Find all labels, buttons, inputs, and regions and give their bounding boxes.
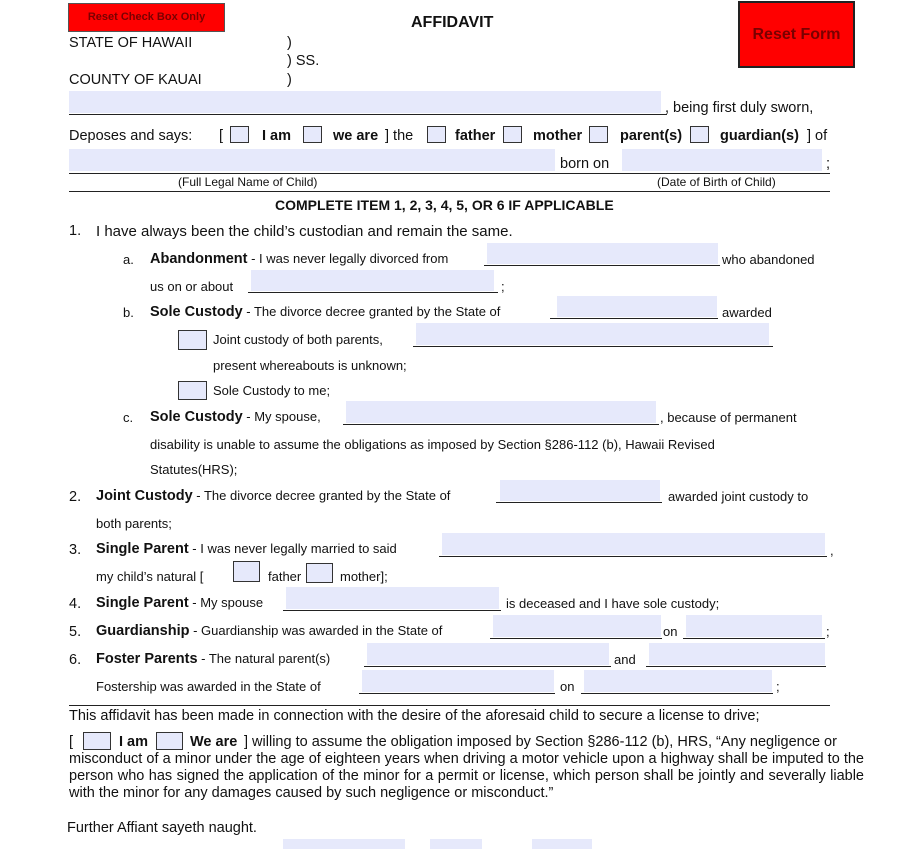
item1a-spouse-field[interactable] [487,243,718,264]
item1a-spouse-line [484,265,720,266]
item3-comma: , [830,543,834,558]
item1c-letter: c. [123,410,134,425]
item6-parent2-field[interactable] [649,643,825,665]
item1b-heading [150,304,500,320]
guardians-label: guardian(s) [720,128,799,144]
item1c-spouse-line [343,424,659,425]
item6-text: - The natural parent(s) [197,651,331,666]
footer-i-am-checkbox[interactable] [83,732,111,750]
item6-state-line [359,693,555,694]
item1c-line3: Statutes(HRS); [150,462,238,477]
state-label: STATE OF HAWAII [69,35,193,51]
affiant-name-field[interactable] [69,91,661,113]
item6-heading [96,651,330,667]
further-affiant: Further Affiant sayeth naught. [67,820,257,836]
item1a-tail: who abandoned [722,252,815,267]
item3-mother-checkbox[interactable] [306,563,333,583]
item5-semi: ; [826,624,830,639]
item6-on: on [560,679,575,694]
reset-form-button[interactable]: Reset Form [738,1,855,68]
item1b-joint-label: Joint custody of both parents, [213,332,383,347]
guardians-checkbox[interactable] [690,126,709,143]
footer-we-are-label: We are [190,734,238,750]
item6-date-line [581,693,773,694]
we-are-label: we are [333,128,379,144]
footer-statement: This affidavit has been made in connection with the desire of the aforesaid child to secure a license to drive; [69,708,760,724]
item1b-state-line [550,318,718,319]
bracket-open: [ [219,128,224,144]
item5-text: - Guardianship was awarded in the State of [189,623,443,638]
item6-parent1-field[interactable] [367,643,609,665]
paren-3: ) [287,72,292,88]
item1b-whereabouts: present whereabouts is unknown; [213,358,407,373]
dob-semicolon: ; [826,156,831,172]
item1b-joint-line [413,346,773,347]
father-checkbox[interactable] [427,126,446,143]
item2-tail: awarded joint custody to [668,489,809,504]
child-name-caption: (Full Legal Name of Child) [178,175,318,189]
item4-spouse-line [283,610,501,611]
item5-state-line [490,638,662,639]
child-name-field[interactable] [69,149,555,171]
the-label: ] the [385,128,414,144]
item3-number: 3. [69,542,82,558]
bottom-field-3[interactable] [532,839,592,849]
footer-rule [69,705,830,706]
item2-state-field[interactable] [500,480,660,501]
item3-partner-field[interactable] [442,533,825,555]
sworn-text: , being first duly sworn, [665,100,814,116]
i-am-label: I am [262,128,292,144]
item6-parent1-line [364,666,611,667]
item1b-sole-checkbox[interactable] [178,381,207,400]
item4-heading-text: Single Parent [96,595,189,611]
item1b-text: - The divorce decree granted by the State of [242,304,501,319]
item3-heading-text: Single Parent [96,541,189,557]
item1b-heading-text: Sole Custody [150,304,243,320]
of-label: ] of [807,128,828,144]
footer-obligation-rest: misconduct of a minor under the age of eighteen years when driving a motor vehicle upon a highway shall be imputed to the person who has signed the application of the minor for a permit or license, which person shall be jointly and severally liable with the minor for any damages caused by such negligence or misconduct.” [69,751,864,801]
child-dob-field[interactable] [622,149,822,171]
item4-tail: is deceased and I have sole custody; [506,596,720,611]
deposes-label: Deposes and says: [69,128,193,144]
item5-state-field[interactable] [493,615,661,637]
item6-date-field[interactable] [584,670,772,692]
item3-father-label: father [268,569,302,584]
page-title: AFFIDAVIT [411,14,494,31]
bottom-field-1[interactable] [283,839,405,849]
item1c-line2: disability is unable to assume the obligations as imposed by Section §286-112 (b), Hawaii Revised [150,437,715,452]
item2-state-line [496,502,662,503]
item6-and: and [614,652,636,667]
item1a-date-line [248,292,498,293]
father-label: father [455,128,496,144]
item3-line2: my child’s natural [ [96,569,204,584]
paren-1: ) [287,35,292,51]
i-am-checkbox[interactable] [230,126,249,143]
item6-parent2-line [646,666,826,667]
item2-heading [96,488,450,504]
footer-bracket-open: [ [69,734,74,750]
item1c-heading [150,409,321,425]
item6-state-field[interactable] [362,670,554,692]
item5-number: 5. [69,624,82,640]
footer-we-are-checkbox[interactable] [156,732,183,750]
reset-checkbox-button[interactable]: Reset Check Box Only [68,3,225,32]
item2-number: 2. [69,489,82,505]
item1a-text: - I was never legally divorced from [247,251,449,266]
item2-line2: both parents; [96,516,172,531]
item4-spouse-field[interactable] [286,587,499,609]
item4-text: - My spouse [188,595,264,610]
item5-on: on [663,624,678,639]
caption-rule [69,191,830,192]
item1b-joint-field[interactable] [416,323,769,345]
item6-line2: Fostership was awarded in the State of [96,679,321,694]
item1b-state-field[interactable] [557,296,717,317]
parents-label: parent(s) [620,128,683,144]
item4-heading [96,595,263,611]
we-are-checkbox[interactable] [303,126,322,143]
item3-partner-line [439,556,827,557]
item1b-joint-checkbox[interactable] [178,330,207,350]
item1a-semi: ; [501,279,505,294]
item5-heading [96,623,442,639]
parents-checkbox[interactable] [589,126,608,143]
item5-heading-text: Guardianship [96,623,190,639]
item3-father-checkbox[interactable] [233,561,260,582]
bottom-field-2[interactable] [430,839,482,849]
item3-text: - I was never legally married to said [188,541,397,556]
item6-number: 6. [69,652,82,668]
item1b-letter: b. [123,305,134,320]
item6-semi: ; [776,679,780,694]
item4-number: 4. [69,596,82,612]
item6-heading-text: Foster Parents [96,651,198,667]
mother-checkbox[interactable] [503,126,522,143]
ss-label: ) SS. [287,53,320,69]
item1c-spouse-field[interactable] [346,401,656,423]
item1a-date-field[interactable] [251,270,494,291]
item5-date-field[interactable] [686,615,822,637]
mother-label: mother [533,128,583,144]
footer-i-am-label: I am [119,734,149,750]
child-info-line [69,173,830,174]
item1a-heading [150,251,448,267]
item1a-line2: us on or about [150,279,234,294]
affiant-name-line [69,114,667,115]
born-on-label: born on [560,156,610,172]
item1b-tail: awarded [722,305,772,320]
item3-mother-label: mother]; [340,569,388,584]
item2-text: - The divorce decree granted by the State of [192,488,451,503]
footer-obligation-first: ] willing to assume the obligation imposed by Section §286-112 (b), HRS, “Any negligence or [244,734,837,750]
item5-date-line [683,638,825,639]
item1a-heading-text: Abandonment [150,251,248,267]
item1-text: I have always been the child’s custodian and remain the same. [96,223,513,240]
item1b-sole-label: Sole Custody to me; [213,383,331,398]
item1a-letter: a. [123,252,134,267]
item2-heading-text: Joint Custody [96,488,193,504]
dob-caption: (Date of Birth of Child) [657,175,776,189]
county-label: COUNTY OF KAUAI [69,72,202,88]
instruction-heading: COMPLETE ITEM 1, 2, 3, 4, 5, OR 6 IF APPLICABLE [275,197,614,213]
item1c-tail: , because of permanent [660,410,797,425]
item1-number: 1. [69,223,82,239]
item3-heading [96,541,397,557]
item1c-text: - My spouse, [242,409,321,424]
item1c-heading-text: Sole Custody [150,409,243,425]
